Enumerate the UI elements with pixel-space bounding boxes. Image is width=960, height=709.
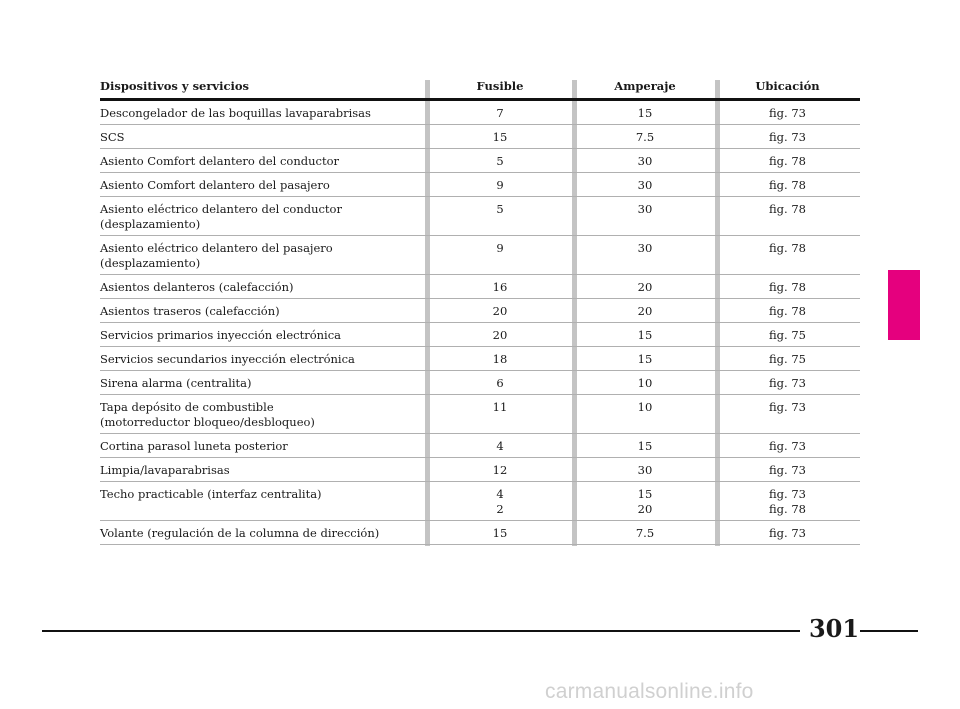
cell-location (715, 526, 860, 541)
cell-text: (desplazamiento) (100, 256, 201, 270)
cell-text: fig. 73 (769, 439, 806, 453)
cell-location (715, 463, 860, 478)
page-footer (0, 612, 960, 648)
cell-text: 7 (496, 106, 504, 120)
cell-text: 11 (492, 400, 508, 414)
cell-device (100, 280, 425, 295)
cell-text: Tapa depósito de combustible (100, 400, 274, 414)
cell-text: fig. 78 (769, 502, 806, 516)
cell-device (100, 304, 425, 319)
cell-amperage (575, 352, 715, 367)
table-row (100, 395, 860, 434)
cell-amperage (575, 106, 715, 121)
table-row (100, 173, 860, 197)
cell-text: Techo practicable (interfaz centralita) (100, 487, 322, 501)
cell-fuse (425, 280, 575, 295)
cell-text: 20 (637, 280, 653, 294)
cell-location (715, 280, 860, 295)
cell-location (715, 154, 860, 169)
cell-fuse (425, 439, 575, 454)
cell-text: Asiento eléctrico delantero del pasajero (100, 241, 333, 255)
cell-text: fig. 73 (769, 376, 806, 390)
cell-device (100, 130, 425, 145)
cell-text: 20 (637, 502, 653, 516)
cell-text: 30 (637, 463, 653, 477)
cell-text: fig. 78 (769, 280, 806, 294)
header-amperage: Amperaje (614, 78, 676, 93)
cell-text: 20 (492, 328, 508, 342)
cell-text: fig. 78 (769, 202, 806, 216)
cell-device (100, 202, 425, 232)
cell-text: (motorreductor bloqueo/desbloqueo) (100, 415, 315, 429)
cell-fuse (425, 526, 575, 541)
cell-device (100, 376, 425, 391)
cell-fuse (425, 154, 575, 169)
cell-fuse (425, 178, 575, 193)
table-row (100, 371, 860, 395)
header-fuse: Fusible (476, 78, 524, 93)
cell-text: fig. 73 (769, 400, 806, 414)
cell-text: 4 (496, 439, 504, 453)
cell-text: Asientos delanteros (calefacción) (100, 280, 294, 294)
cell-text: 15 (637, 106, 653, 120)
cell-text: 30 (637, 202, 653, 216)
table-row (100, 197, 860, 236)
cell-text: 15 (637, 352, 653, 366)
cell-location (715, 241, 860, 271)
cell-text: fig. 78 (769, 304, 806, 318)
cell-text: 16 (492, 280, 508, 294)
cell-device (100, 463, 425, 478)
cell-text: fig. 73 (769, 463, 806, 477)
cell-text: 30 (637, 241, 653, 255)
cell-text: fig. 78 (769, 178, 806, 192)
cell-amperage (575, 463, 715, 478)
cell-amperage (575, 526, 715, 541)
cell-text: Asientos traseros (calefacción) (100, 304, 280, 318)
cell-text: 5 (496, 154, 504, 168)
header-location: Ubicación (755, 78, 820, 93)
table-row (100, 347, 860, 371)
table-row (100, 275, 860, 299)
cell-amperage (575, 154, 715, 169)
table-row (100, 323, 860, 347)
cell-amperage (575, 328, 715, 343)
cell-text: 15 (492, 526, 508, 540)
footer-rule-left (42, 630, 800, 632)
cell-device (100, 178, 425, 193)
cell-device (100, 154, 425, 169)
cell-location (715, 439, 860, 454)
cell-device (100, 241, 425, 271)
cell-text: fig. 73 (769, 487, 806, 501)
cell-location (715, 352, 860, 367)
cell-text: 15 (637, 439, 653, 453)
table-row (100, 434, 860, 458)
cell-text: 15 (637, 328, 653, 342)
cell-device (100, 106, 425, 121)
cell-amperage (575, 130, 715, 145)
watermark-text: carmanualsonline.info (545, 680, 754, 703)
cell-text: 18 (492, 352, 508, 366)
cell-location (715, 376, 860, 391)
cell-text: 15 (492, 130, 508, 144)
cell-fuse (425, 202, 575, 232)
cell-fuse (425, 304, 575, 319)
cell-text: 30 (637, 178, 653, 192)
cell-amperage (575, 304, 715, 319)
cell-amperage (575, 400, 715, 430)
table-header (100, 74, 860, 101)
cell-fuse (425, 130, 575, 145)
cell-text: Asiento Comfort delantero del pasajero (100, 178, 330, 192)
cell-fuse (425, 106, 575, 121)
cell-text: fig. 73 (769, 130, 806, 144)
cell-text: 4 (496, 487, 504, 501)
cell-location (715, 130, 860, 145)
cell-text: Servicios primarios inyección electrónica (100, 328, 341, 342)
cell-text: fig. 73 (769, 526, 806, 540)
cell-location (715, 304, 860, 319)
cell-text: 20 (637, 304, 653, 318)
cell-amperage (575, 202, 715, 232)
cell-text: 7.5 (635, 130, 655, 144)
cell-text: fig. 75 (769, 328, 806, 342)
cell-text: 10 (637, 376, 653, 390)
table-body (100, 101, 860, 545)
cell-text: fig. 75 (769, 352, 806, 366)
cell-text: 20 (492, 304, 508, 318)
cell-text: Sirena alarma (centralita) (100, 376, 252, 390)
cell-amperage (575, 178, 715, 193)
cell-amperage (575, 376, 715, 391)
cell-device (100, 352, 425, 367)
cell-fuse (425, 241, 575, 271)
cell-text: Volante (regulación de la columna de dirección) (100, 526, 380, 540)
cell-text: fig. 78 (769, 154, 806, 168)
cell-text: 10 (637, 400, 653, 414)
cell-device (100, 526, 425, 541)
table-row (100, 521, 860, 545)
page-number: 301 (808, 614, 860, 643)
cell-text: Asiento Comfort delantero del conductor (100, 154, 340, 168)
cell-amperage (575, 439, 715, 454)
cell-text: Descongelador de las boquillas lavaparabrisas (100, 106, 371, 120)
cell-text: Servicios secundarios inyección electrónica (100, 352, 355, 366)
cell-location (715, 328, 860, 343)
cell-fuse (425, 487, 575, 517)
cell-text: Cortina parasol luneta posterior (100, 439, 288, 453)
fuse-table (100, 74, 860, 545)
cell-text: fig. 78 (769, 241, 806, 255)
cell-location (715, 178, 860, 193)
cell-text: 12 (492, 463, 508, 477)
cell-text: fig. 73 (769, 106, 806, 120)
cell-location (715, 400, 860, 430)
cell-text: 5 (496, 202, 504, 216)
cell-location (715, 106, 860, 121)
cell-text: 30 (637, 154, 653, 168)
cell-device (100, 439, 425, 454)
cell-text: SCS (100, 130, 125, 144)
cell-device (100, 328, 425, 343)
cell-location (715, 202, 860, 232)
cell-text: 2 (496, 502, 504, 516)
table-row (100, 125, 860, 149)
table-row (100, 149, 860, 173)
cell-device (100, 487, 425, 517)
table-row (100, 299, 860, 323)
cell-amperage (575, 280, 715, 295)
cell-location (715, 487, 860, 517)
cell-text: 6 (496, 376, 504, 390)
cell-device (100, 400, 425, 430)
cell-fuse (425, 463, 575, 478)
section-tab-marker (888, 270, 920, 340)
cell-text: (desplazamiento) (100, 217, 201, 231)
cell-fuse (425, 376, 575, 391)
cell-text: Limpia/lavaparabrisas (100, 463, 230, 477)
cell-amperage (575, 241, 715, 271)
cell-text: 9 (496, 178, 504, 192)
table-row (100, 458, 860, 482)
footer-rule-right (860, 630, 918, 632)
cell-amperage (575, 487, 715, 517)
cell-fuse (425, 352, 575, 367)
header-device: Dispositivos y servicios (100, 78, 249, 93)
table-row (100, 101, 860, 125)
cell-fuse (425, 400, 575, 430)
table-row (100, 482, 860, 521)
cell-text: 9 (496, 241, 504, 255)
cell-text: Asiento eléctrico delantero del conductor (100, 202, 342, 216)
cell-text: 7.5 (635, 526, 655, 540)
table-row (100, 236, 860, 275)
cell-fuse (425, 328, 575, 343)
cell-text: 15 (637, 487, 653, 501)
